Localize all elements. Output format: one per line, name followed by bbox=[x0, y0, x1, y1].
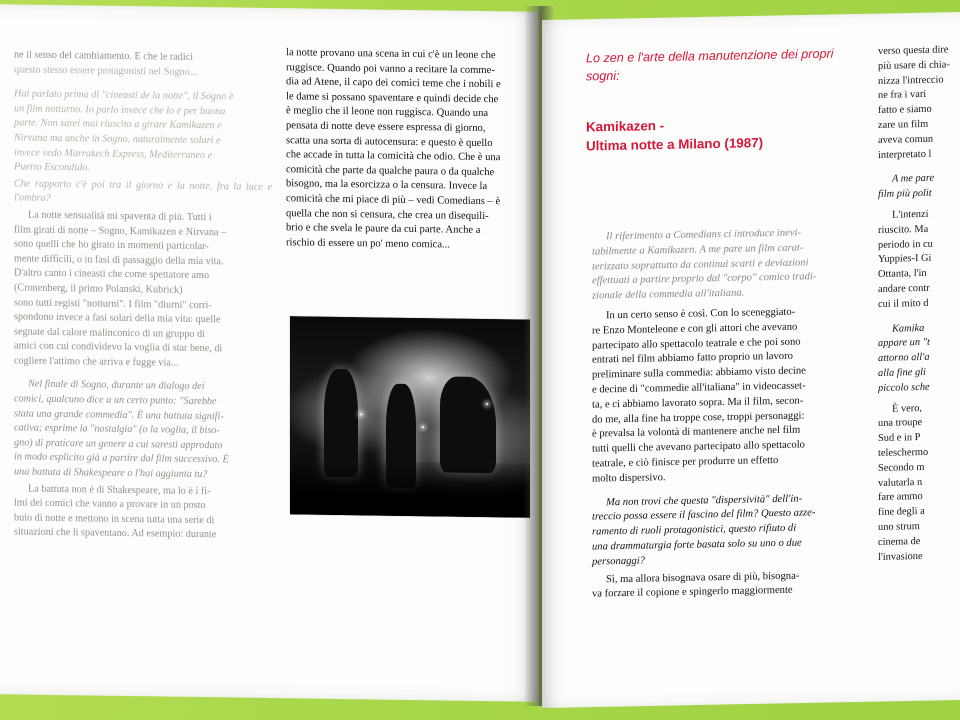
paragraph: più usare di chia- bbox=[878, 59, 950, 72]
paragraph: la notte provano una scena in cui c'è un leone che bbox=[286, 47, 496, 62]
paragraph: Nel finale di Sogno, durante un dialogo dei bbox=[28, 379, 205, 393]
paragraph: Secondo m bbox=[878, 461, 925, 474]
paragraph: effettuati a partire proprio dal "corpo" comico tradi- bbox=[592, 271, 817, 287]
paragraph: La notte sensualità mi spaventa di più. Tutti i bbox=[28, 209, 212, 224]
section-title-line-2: Ultima notte a Milano (1987) bbox=[586, 135, 764, 154]
paragraph: bisogno, ma la esorcizza o la censura. Invece la bbox=[286, 178, 488, 193]
photo-spark bbox=[360, 413, 362, 415]
paragraph: alla fine gli bbox=[878, 366, 926, 379]
paragraph: nizza l'intreccio bbox=[878, 74, 944, 87]
paragraph: zare un film bbox=[878, 118, 929, 131]
right-page-column-2-partial bbox=[878, 43, 960, 685]
paragraph: Sì, ma allora bisognava osare di più, bisogna- bbox=[606, 570, 800, 585]
paragraph: è meglio che il leone non ruggisca. Quando una bbox=[286, 105, 489, 120]
paragraph: ta, e ci abbiamo lavorato sopra. Ma il film, secon- bbox=[592, 395, 804, 411]
section-title bbox=[586, 113, 846, 156]
paragraph: una drammaturgia forte basata solo su uno o due bbox=[592, 537, 802, 553]
paragraph: appare un "t bbox=[878, 337, 930, 350]
paragraph: A me pare bbox=[892, 173, 935, 186]
paragraph: attorno all'a bbox=[878, 351, 930, 365]
paragraph: tabilmente a Kamikazen. A me pare un film carat- bbox=[592, 242, 804, 258]
photo-spark bbox=[486, 403, 488, 405]
paragraph: sono quelli che ho girato in momenti particolar- bbox=[14, 238, 209, 253]
right-page-column-1 bbox=[592, 225, 860, 602]
paragraph: interpretato l bbox=[878, 148, 932, 161]
paragraph: periodo in cu bbox=[878, 238, 933, 251]
paragraph: Kamika bbox=[892, 322, 925, 335]
paragraph: Il riferimento a Comedians ci introduce inevi- bbox=[606, 227, 801, 243]
paragraph: brio e che svela le paure da cui parte. Anche a bbox=[286, 222, 481, 237]
photo-spark bbox=[422, 426, 424, 428]
left-page-column-2 bbox=[286, 46, 524, 254]
paragraph: l'invasione bbox=[878, 550, 923, 563]
paragraph: È vero, bbox=[892, 402, 923, 415]
paragraph: comicità che mi piace di più – vedi Comedians – è bbox=[286, 193, 501, 208]
paragraph: comicità che parte da qualche paura o da qualche bbox=[286, 163, 495, 178]
paragraph: film più polit bbox=[878, 187, 932, 201]
paragraph: fine degli a bbox=[878, 506, 925, 519]
paragraph: La battuta non è di Shakespeare, ma lo è i fi- bbox=[28, 483, 211, 497]
paragraph: amici con cui condividevo la voglia di star bene, di bbox=[14, 340, 223, 355]
left-page bbox=[0, 4, 538, 702]
paragraph: tutti quelli che avevano partecipato allo spettacolo bbox=[592, 439, 805, 455]
paragraph: dia ad Atene, il capo dei comici teme che i nobili e bbox=[286, 76, 501, 91]
paragraph: stata una grande commedia". È una battuta signifi- bbox=[14, 408, 224, 423]
paragraph: è prevalsa la volontà di mantenere anche nel film bbox=[592, 424, 801, 440]
paragraph: e decine di "commedie all'italiana" in videocasset- bbox=[592, 380, 806, 396]
paragraph: sono tutti registi "notturni". I film "diurni" corri- bbox=[14, 296, 212, 311]
paragraph: buio di notte e mettono in scena tutta una serie di bbox=[14, 512, 215, 527]
paragraph: un film notturno. Io parlo invece che lo è per buona bbox=[14, 103, 226, 118]
paragraph: ne fra i vari bbox=[878, 89, 927, 102]
paragraph: che accade in tutta la comicità che odio. Che è una bbox=[286, 149, 501, 164]
paragraph: In un certo senso è così. Con lo sceneggiato- bbox=[606, 306, 796, 322]
paragraph: invece vedo Marrakech Express, Mediterraneo e bbox=[14, 147, 213, 161]
paragraph: teatrale, e ciò finisce per produrre un effetto bbox=[592, 454, 779, 470]
paragraph: cogliere l'attimo che arriva e fugge via... bbox=[14, 355, 179, 369]
paragraph: situazioni che li spaventano. Ad esempio: durante bbox=[14, 526, 217, 541]
paragraph: aveva comun bbox=[878, 133, 934, 146]
paragraph: Sud e in P bbox=[878, 432, 921, 445]
paragraph: le dame si possano spaventare e quindi decide che bbox=[286, 91, 499, 105]
paragraph: treccio possa essere il fascino del film? Questo azze- bbox=[592, 507, 816, 523]
paragraph: Hai parlato prima di "cineasti de la notte", il Sogno è bbox=[14, 88, 234, 103]
paragraph: quella che non si censura, che crea un disequili- bbox=[286, 207, 489, 222]
section-heading: Lo zen e l'arte della manutenzione dei propri sogni: bbox=[586, 46, 834, 83]
paragraph: molto dispersivo. bbox=[592, 471, 666, 485]
left-page-column-1 bbox=[14, 48, 272, 544]
photo-ground bbox=[290, 460, 530, 517]
paragraph: in modo esplicito già a partire dal film successivo. È bbox=[14, 451, 229, 466]
paragraph: fare ammo bbox=[878, 491, 923, 504]
photo-figure bbox=[440, 376, 496, 473]
paragraph: comici, qualcuno dice a un certo punto: "Sarebbe bbox=[14, 393, 217, 408]
paragraph: pensata di notte deve essere espressa di giorno, bbox=[286, 120, 486, 134]
paragraph: terizzato soprattutto da continui scarti e deviazioni bbox=[592, 257, 809, 273]
paragraph: ruggisce. Quando poi vanno a recitare la comme- bbox=[286, 61, 495, 76]
paragraph: ramento di ruoli protagonistici, questo rifiuto di bbox=[592, 522, 797, 538]
paragraph: cativa; esprime la "nostalgia" (o la voglia, il biso- bbox=[14, 422, 220, 437]
paragraph: gno) di praticare un genere a cui saresti approdato bbox=[14, 437, 223, 452]
paragraph: andare contr bbox=[878, 282, 930, 295]
paragraph: Ottanta, l'in bbox=[878, 268, 927, 281]
paragraph: cui il mito d bbox=[878, 297, 929, 310]
paragraph: Yuppies-I Gi bbox=[878, 253, 932, 266]
paragraph: questo stesso essere protagonisti nel Sogno... bbox=[14, 64, 198, 78]
paragraph: una troupe bbox=[878, 417, 923, 430]
paragraph: personaggi? bbox=[592, 555, 645, 568]
paragraph: mente difficili, o in fasi di passaggio della mia vita. bbox=[14, 253, 224, 268]
paragraph: spondono invece a fasi solari della mia vita: quelle bbox=[14, 311, 221, 326]
paragraph: verso questa dire bbox=[878, 44, 949, 57]
paragraph: ne il senso del cambiamento. E che le radici bbox=[14, 49, 194, 63]
paragraph: lmi dei comici che vanno a provare in un posto bbox=[14, 497, 206, 512]
paragraph: L'intenzi bbox=[892, 208, 929, 221]
paragraph: teleschermo bbox=[878, 446, 929, 459]
paragraph: riuscito. Ma bbox=[878, 223, 929, 236]
paragraph: D'altro canto i cineasti che come spettatore amo bbox=[14, 267, 210, 282]
book-photograph bbox=[290, 316, 530, 517]
paragraph: fatto e siamo bbox=[878, 103, 932, 117]
paragraph: preliminare sulla commedia: abbiamo visto decine bbox=[592, 365, 806, 381]
paragraph: segnate dal calore malinconico di un gruppo di bbox=[14, 326, 205, 340]
paragraph: re Enzo Monteleone e con gli attori che avevano bbox=[592, 321, 798, 337]
paragraph: scatta una sorta di autocensura: e questo è quello bbox=[286, 134, 493, 149]
paragraph: uno strum bbox=[878, 520, 920, 533]
paragraph: zionale della commedia all'italiana. bbox=[592, 287, 745, 302]
paragraph: Puerto Escondido. bbox=[14, 161, 90, 174]
paragraph: una battuta di Shakespeare o l'hai aggiunta tu? bbox=[14, 466, 208, 481]
paragraph: Che rapporto c'è poi tra il giorno e la notte, fra la luce e l'ombra? bbox=[14, 178, 272, 205]
paragraph: rischio di essere un po' meno comica... bbox=[286, 236, 451, 251]
paragraph: parte. Non sarei mai riuscito a girare Kamikazen e bbox=[14, 117, 222, 132]
paragraph: va forzare il copione e spingerlo maggiormente bbox=[592, 585, 793, 600]
paragraph: valutarla n bbox=[878, 476, 923, 489]
paragraph: piccolo sche bbox=[878, 381, 930, 394]
paragraph: partecipato allo spettacolo teatrale e che poi sono bbox=[592, 336, 801, 352]
paragraph: entrati nel film abbiamo fatto proprio un lavoro bbox=[592, 351, 793, 366]
paragraph: film girati di notte – Sogno, Kamikazen e Nirvana – bbox=[14, 223, 227, 238]
paragraph: Nirvana ma anche in Sogno, naturalmente solari e bbox=[14, 132, 221, 147]
paragraph: cinema de bbox=[878, 535, 921, 548]
paragraph: Ma non trovi che questa "dispersività" dell'in- bbox=[606, 493, 803, 508]
paragraph: do me, alla fine ha troppe cose, troppi personaggi: bbox=[592, 410, 805, 426]
section-title-line-1: Kamikazen - bbox=[586, 117, 665, 135]
paragraph: (Cronenberg, il primo Polanski, Kubrick) bbox=[14, 282, 183, 296]
